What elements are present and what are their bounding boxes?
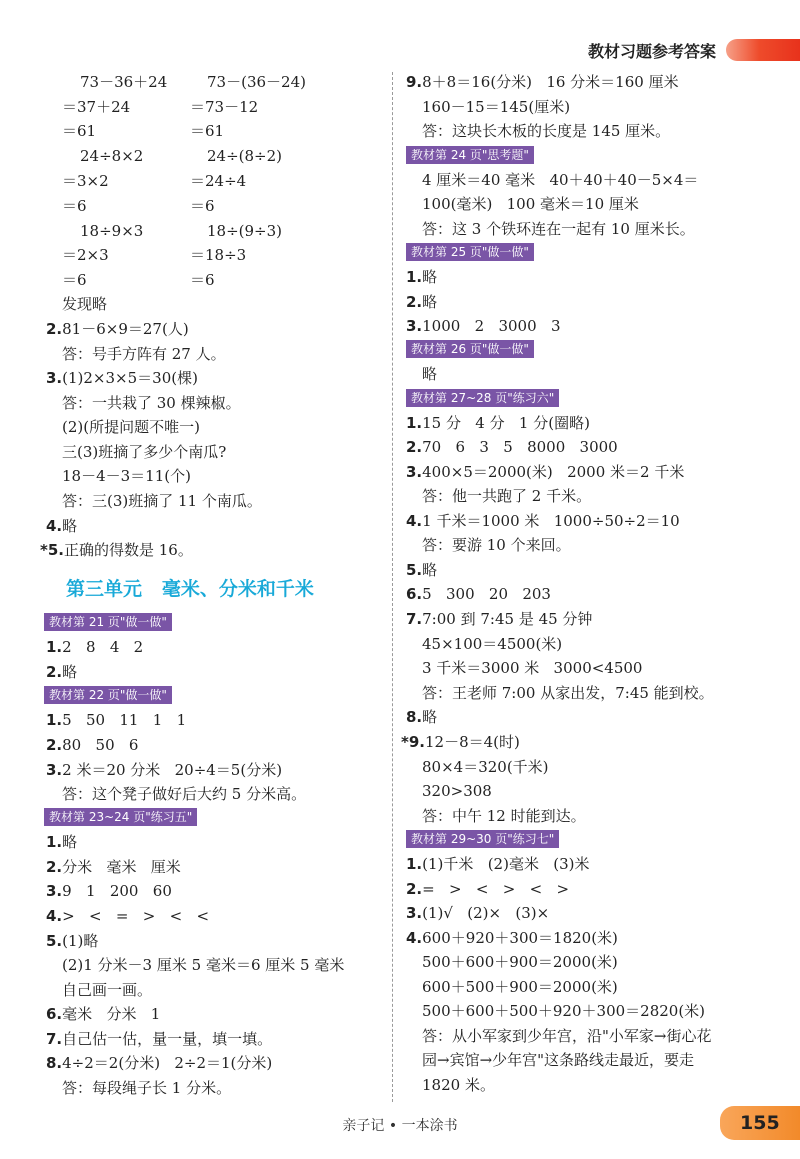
question-item: [406, 560, 437, 582]
answer-text: (2)(所提问题不唯一): [62, 418, 200, 436]
question-text: (1)√ (2)× (3)×: [422, 904, 550, 922]
question-item: [46, 735, 138, 757]
question-number: 1.: [46, 638, 63, 656]
question-text: 略: [62, 517, 78, 535]
question-item: [46, 710, 186, 732]
question-item: [46, 881, 172, 903]
question-text: 7:00 到 7:45 是 45 分钟: [422, 610, 593, 628]
answer-text: 略: [422, 365, 438, 383]
question-number: *5.: [40, 541, 64, 559]
question-text: 12－8＝4(时): [424, 733, 520, 751]
calc-right: ＝61: [190, 122, 225, 140]
question-text: 8＋8＝16(分米) 16 分米＝160 厘米: [422, 73, 679, 91]
question-number: 7.: [46, 1030, 63, 1048]
question-text: 5 300 20 203: [422, 585, 551, 603]
answer-text: 160－15＝145(厘米): [422, 98, 571, 116]
unit-title: 第三单元 毫米、分米和千米: [66, 578, 314, 600]
question-text: 略: [62, 833, 78, 851]
page-header: [588, 36, 800, 64]
question-item: [401, 732, 520, 754]
question-number: 2.: [406, 880, 423, 898]
question-number: 5.: [46, 932, 63, 950]
question-number: 2.: [46, 320, 63, 338]
answer-text: 答：中午 12 时能到达。: [422, 807, 586, 825]
question-number: 3.: [46, 761, 63, 779]
question-text: 70 6 3 5 8000 3000: [422, 438, 618, 456]
question-text: 15 分 4 分 1 分(圈略): [422, 414, 590, 432]
section-tag: 教材第 24 页"思考题": [406, 146, 534, 164]
footer-text: 亲子记 • 一本涂书: [342, 1118, 458, 1134]
answer-text: 4 厘米＝40 毫米 40＋40＋40－5×4＝: [422, 171, 699, 189]
question-text: (1)略: [62, 932, 99, 950]
question-item: [406, 584, 551, 606]
question-text: (1)2×3×5＝30(棵): [62, 369, 198, 387]
answer-text: 500＋600＋500＋920＋300＝2820(米): [422, 1002, 706, 1020]
answer-text: 答：要游 10 个来回。: [422, 536, 571, 554]
calc-left: 18÷9×3: [80, 222, 144, 240]
question-item: [46, 1004, 160, 1026]
question-item: [406, 462, 684, 484]
answer-text: (2)1 分米－3 厘米 5 毫米＝6 厘米 5 毫米: [62, 956, 345, 974]
question-text: 正确的得数是 16。: [63, 541, 193, 559]
calc-left: ＝6: [62, 197, 87, 215]
question-text: 2 8 4 2: [62, 638, 144, 656]
question-number: 5.: [406, 561, 423, 579]
question-text: 9 1 200 60: [62, 882, 172, 900]
question-text: 5 50 11 1 1: [62, 711, 187, 729]
calc-left: ＝3×2: [62, 172, 109, 190]
answer-text: 45×100＝4500(米): [422, 635, 563, 653]
question-number: 2.: [46, 663, 63, 681]
question-item: [46, 832, 77, 854]
question-number: 2.: [406, 293, 423, 311]
question-text: 81－6×9＝27(人): [62, 320, 189, 338]
answer-text: 自己画一画。: [62, 981, 153, 999]
question-item: [46, 931, 98, 953]
question-text: 自己估一估，量一量，填一填。: [62, 1030, 273, 1048]
question-number: 4.: [406, 512, 423, 530]
calc-right: 73－(36－24): [207, 73, 306, 91]
question-number: 8.: [46, 1054, 63, 1072]
question-number: 2.: [406, 438, 423, 456]
question-number: 1.: [406, 414, 423, 432]
question-item: [46, 1029, 272, 1051]
question-item: [46, 516, 77, 538]
question-text: (1)千米 (2)毫米 (3)米: [422, 855, 590, 873]
question-item: [406, 609, 592, 631]
question-number: 6.: [406, 585, 423, 603]
question-text: 2 米＝20 分米 20÷4＝5(分米): [62, 761, 283, 779]
question-number: 9.: [406, 73, 423, 91]
answer-text: 答：这 3 个铁环连在一起有 10 厘米长。: [422, 220, 695, 238]
question-item: [46, 319, 189, 341]
calc-right: ＝73－12: [190, 98, 259, 116]
question-number: 1.: [46, 711, 63, 729]
question-number: 3.: [46, 369, 63, 387]
question-item: [406, 707, 437, 729]
answer-text: 答：号手方阵有 27 人。: [62, 345, 226, 363]
question-item: [46, 637, 143, 659]
question-text: 400×5＝2000(米) 2000 米＝2 千米: [422, 463, 685, 481]
answer-text: 答：一共栽了 30 棵辣椒。: [62, 394, 241, 412]
calc-left: 24÷8×2: [80, 147, 144, 165]
calc-right: 24÷(8÷2): [207, 147, 283, 165]
calc-left: ＝2×3: [62, 246, 109, 264]
question-text: > < = > < <: [62, 907, 210, 925]
section-tag: 教材第 21 页"做一做": [44, 613, 172, 631]
question-item: [406, 72, 679, 94]
answer-text: 100(毫米) 100 毫米＝10 厘米: [422, 195, 639, 213]
answer-text: 320>308: [422, 782, 492, 800]
question-item: [406, 903, 549, 925]
question-text: 略: [422, 708, 438, 726]
question-number: 3.: [46, 882, 63, 900]
question-item: [406, 413, 590, 435]
calc-right: ＝6: [190, 197, 215, 215]
question-item: [406, 267, 437, 289]
question-text: 600＋920＋300＝1820(米): [422, 929, 618, 947]
question-number: *9.: [401, 733, 425, 751]
answer-text: 答：每段绳子长 1 分米。: [62, 1079, 232, 1097]
answer-text: 答：王老师 7:00 从家出发，7:45 能到校。: [422, 684, 714, 702]
question-number: 4.: [46, 907, 63, 925]
answer-text: 答：他一共跑了 2 千米。: [422, 487, 592, 505]
answer-text: 发现略: [62, 295, 108, 313]
question-item: [46, 760, 282, 782]
question-item: [40, 540, 193, 562]
question-text: 毫米 分米 1: [62, 1005, 161, 1023]
answer-text: 答：三(3)班摘了 11 个南瓜。: [62, 492, 262, 510]
question-number: 2.: [46, 858, 63, 876]
question-number: 4.: [406, 929, 423, 947]
answer-text: 600＋500＋900＝2000(米): [422, 978, 618, 996]
header-title: 教材习题参考答案: [587, 41, 716, 61]
page-number: 155: [720, 1106, 800, 1140]
question-text: 80 50 6: [62, 736, 139, 754]
question-item: [46, 662, 77, 684]
question-number: 3.: [406, 317, 423, 335]
question-text: 略: [422, 268, 438, 286]
question-number: 1.: [46, 833, 63, 851]
question-number: 8.: [406, 708, 423, 726]
question-text: 4÷2＝2(分米) 2÷2＝1(分米): [62, 1054, 273, 1072]
section-tag: 教材第 25 页"做一做": [406, 243, 534, 261]
question-item: [46, 857, 181, 879]
question-item: [46, 368, 198, 390]
calc-left: ＝61: [62, 122, 97, 140]
question-item: [406, 437, 618, 459]
answer-text: 500＋600＋900＝2000(米): [422, 953, 618, 971]
question-text: = > < > < >: [422, 880, 570, 898]
calc-right: ＝6: [190, 271, 215, 289]
question-number: 4.: [46, 517, 63, 535]
calc-left: ＝37＋24: [62, 98, 131, 116]
answer-text: 80×4＝320(千米): [422, 758, 549, 776]
question-item: [406, 879, 569, 901]
answer-text: 1820 米。: [422, 1076, 495, 1094]
question-text: 略: [62, 663, 78, 681]
section-tag: 教材第 26 页"做一做": [406, 340, 534, 358]
answer-text: 3 千米＝3000 米 3000<4500: [422, 659, 643, 677]
question-text: 1 千米＝1000 米 1000÷50÷2＝10: [422, 512, 680, 530]
question-number: 3.: [406, 904, 423, 922]
question-item: [406, 292, 437, 314]
calc-right: ＝24÷4: [190, 172, 247, 190]
question-text: 1000 2 3000 3: [422, 317, 561, 335]
question-number: 7.: [406, 610, 423, 628]
question-text: 略: [422, 561, 438, 579]
calc-left: ＝6: [62, 271, 87, 289]
question-item: [406, 511, 680, 533]
question-number: 6.: [46, 1005, 63, 1023]
calc-left: 73－36＋24: [80, 73, 168, 91]
question-item: [406, 316, 561, 338]
question-text: 分米 毫米 厘米: [62, 858, 181, 876]
answer-text: 三(3)班摘了多少个南瓜?: [62, 443, 227, 461]
answer-text: 答：这块长木板的长度是 145 厘米。: [422, 122, 671, 140]
question-number: 1.: [406, 268, 423, 286]
section-tag: 教材第 27~28 页"练习六": [406, 389, 559, 407]
answer-text: 18－4－3＝11(个): [62, 467, 191, 485]
section-tag: 教材第 29~30 页"练习七": [406, 830, 559, 848]
question-item: [406, 928, 618, 950]
calc-right: ＝18÷3: [190, 246, 247, 264]
question-text: 略: [422, 293, 438, 311]
question-number: 1.: [406, 855, 423, 873]
question-item: [46, 1053, 272, 1075]
question-item: [46, 906, 209, 928]
section-tag: 教材第 23~24 页"练习五": [44, 808, 197, 826]
question-number: 2.: [46, 736, 63, 754]
answer-text: 园→宾馆→少年宫"这条路线走最近，要走: [422, 1051, 695, 1069]
question-item: [406, 854, 590, 876]
section-tag: 教材第 22 页"做一做": [44, 686, 172, 704]
question-number: 3.: [406, 463, 423, 481]
answer-text: 答：从小军家到少年宫，沿"小军家→街心花: [422, 1027, 712, 1045]
column-divider: [392, 72, 393, 1102]
calc-right: 18÷(9÷3): [207, 222, 283, 240]
header-accent-bar: [726, 39, 800, 61]
answer-text: 答：这个凳子做好后大约 5 分米高。: [62, 785, 307, 803]
